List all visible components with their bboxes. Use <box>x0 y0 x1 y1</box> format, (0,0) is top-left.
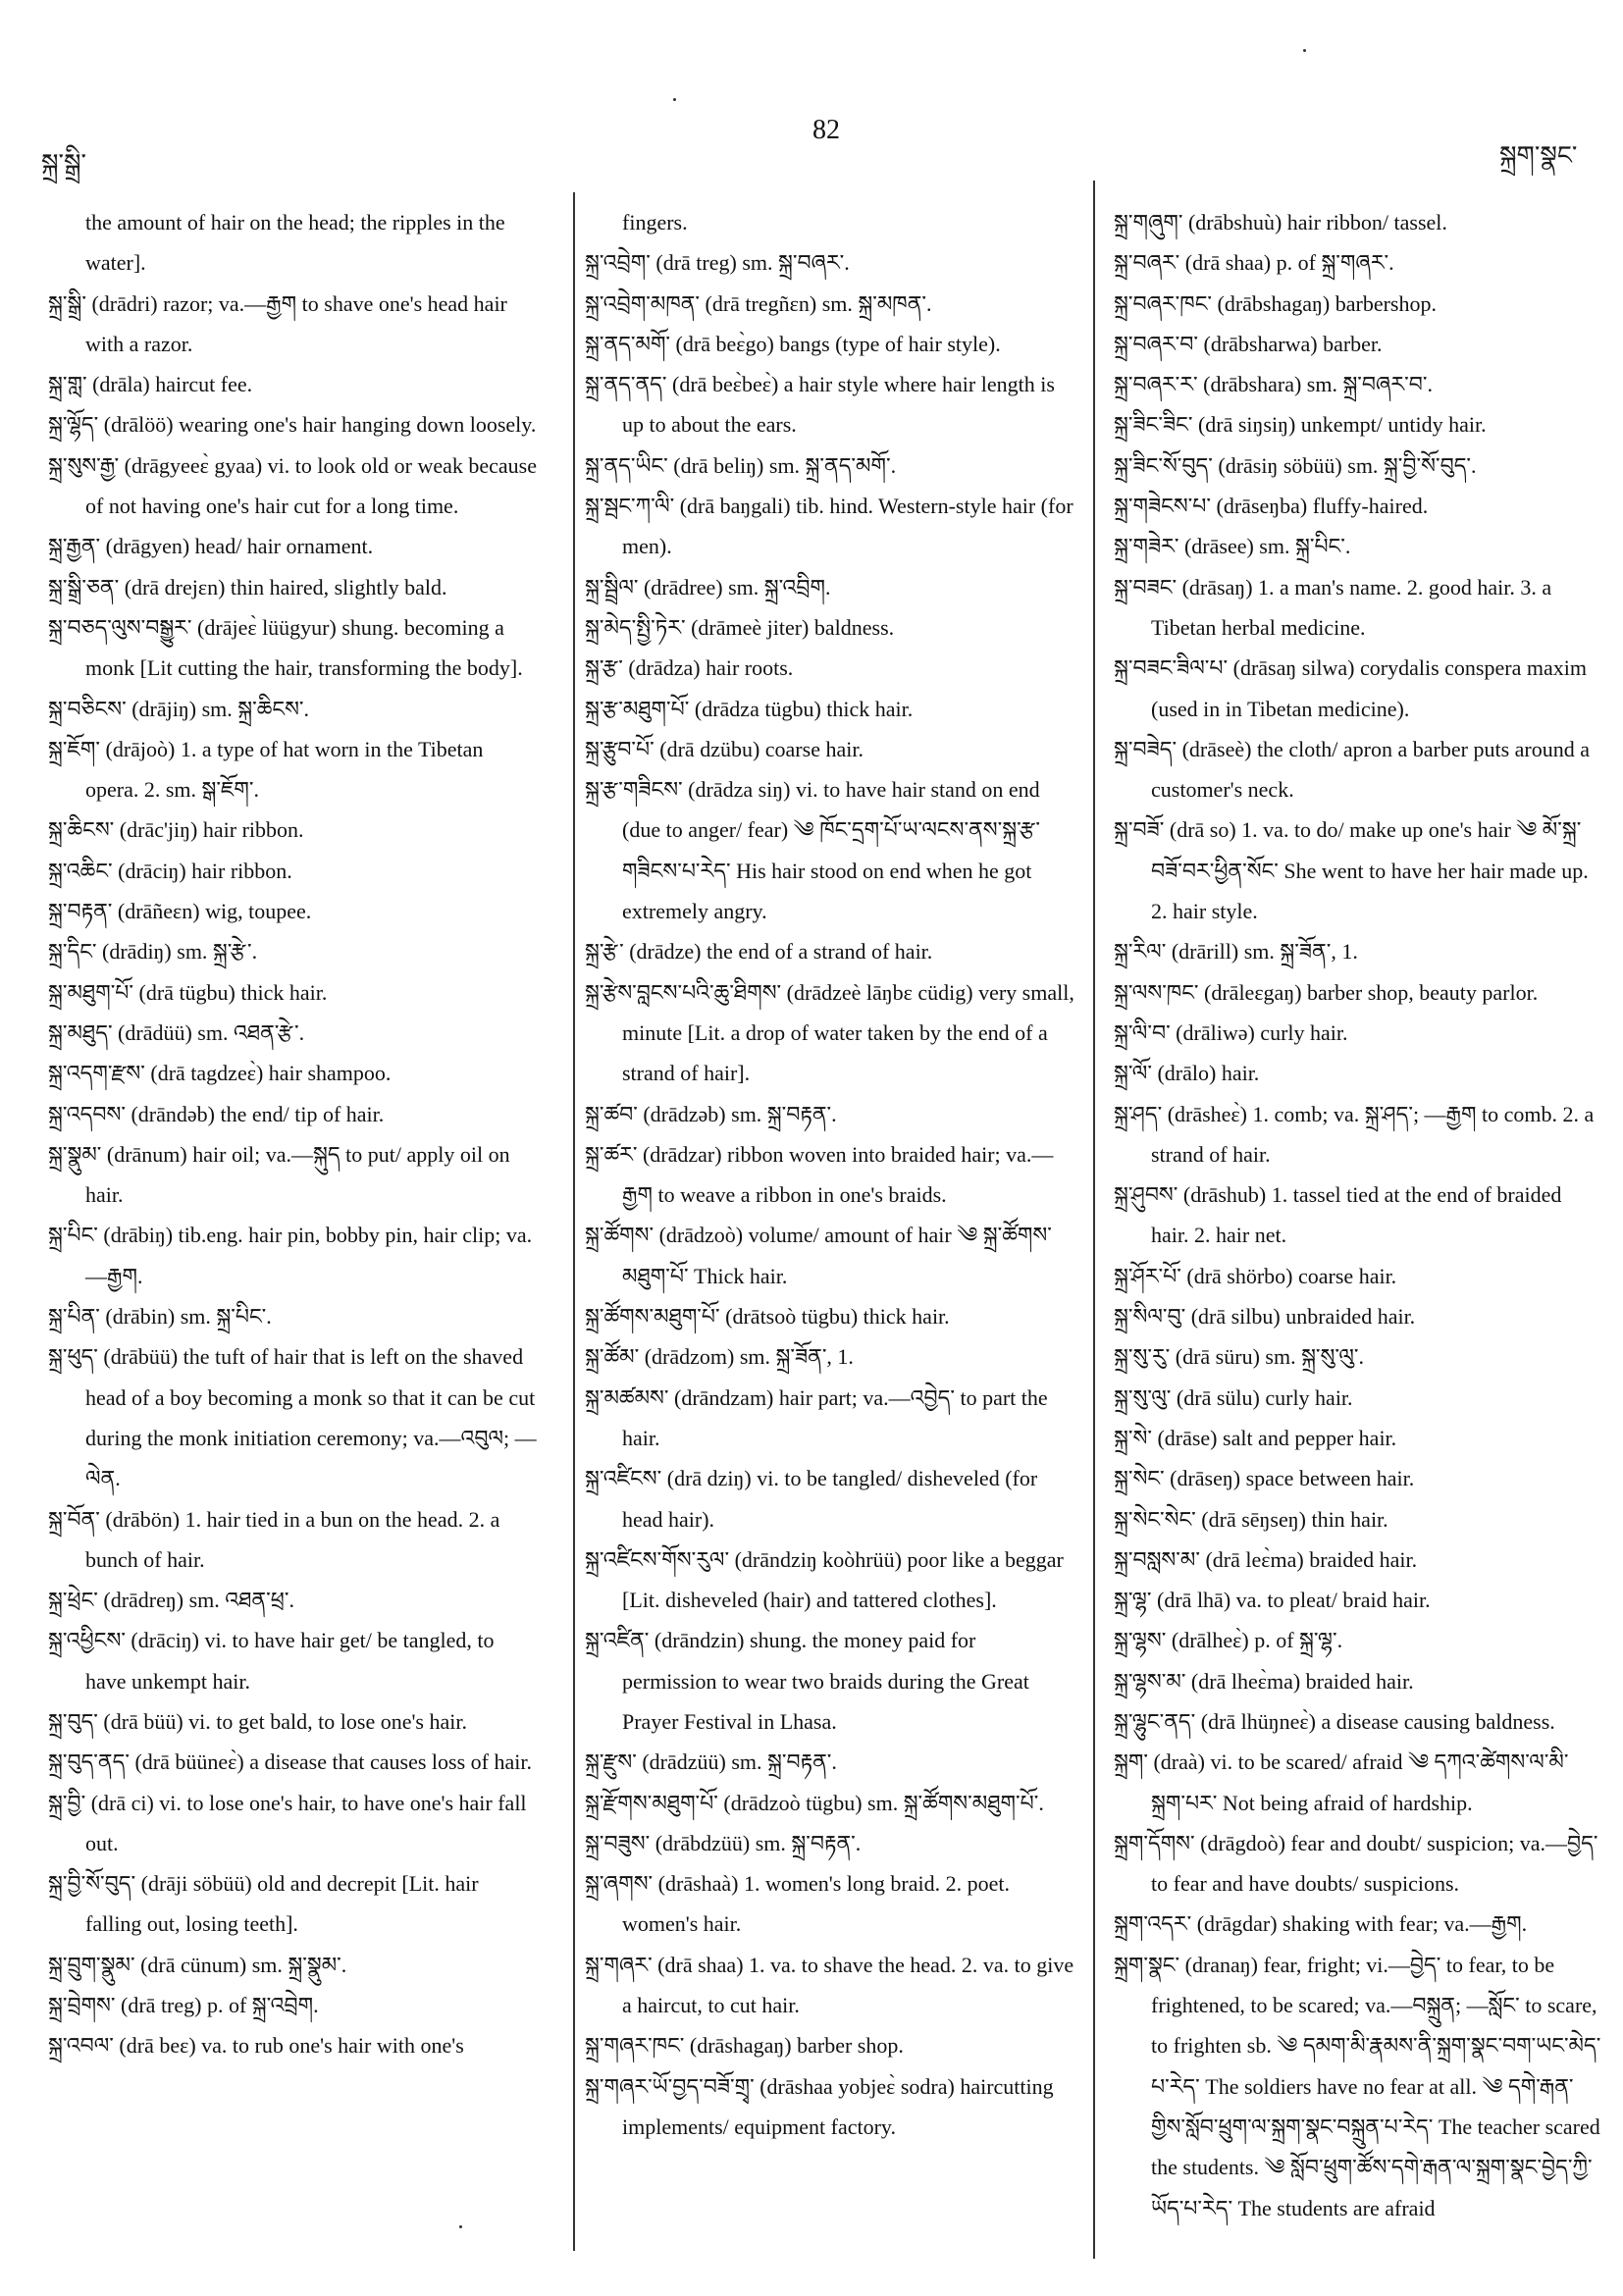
dictionary-entry: སྐྲ་ཇོག་ (drājoò) 1. a type of hat worn in the Tibetan opera. 2. sm. སྒ་ཇོག་. <box>48 736 484 803</box>
dictionary-entry: སྐྲ་འབལ་ (drā beɛ) va. to rub one's hair with one's <box>48 2033 464 2059</box>
scan-speck <box>1303 49 1306 52</box>
dictionary-entry: སྐྲ་འཛིངས་ (drā dziŋ) vi. to be tangled/ disheveled (for head hair). <box>585 1466 1038 1532</box>
dictionary-entry: སྐྲ་འཕྱིངས་ (drāciŋ) vi. to have hair get/ be tangled, to have unkempt hair. <box>48 1628 495 1694</box>
dictionary-entry: སྐྲ་བཅིངས་ (drājiŋ) sm. སྐྲ་ཆིངས་. <box>48 696 310 721</box>
dictionary-entry: སྐྲ་གླ་ (drāla) haircut fee. <box>48 372 253 397</box>
dictionary-entry: སྐྲ་གཞར་ཁང་ (drāshagaŋ) barber shop. <box>585 2033 904 2059</box>
dictionary-entry: སྐྲ་ནད་མགོ་ (drā beɛ̀go) bangs (type of hair style). <box>585 331 1001 356</box>
dictionary-entry: སྐྲ་ཤད་ (drāsheɛ̀) 1. comb; va. སྐྲ་ཤད་; —རྒྱག to comb. 2. a strand of hair. <box>1114 1101 1595 1167</box>
dictionary-entry: སྐྲ་སུ་ལུ་ (drā sülu) curly hair. <box>1114 1384 1353 1410</box>
dictionary-entry: སྐྲ་འབྲེག་མཁན་ (drā tregñɛn) sm. སྐྲ་མཁན་. <box>585 290 932 316</box>
dictionary-entry: སྐྲ་བྱི་སོ་བུད་ (drāji söbüü) old and decrepit [Lit. hair falling out, losing teeth]. <box>48 1871 479 1937</box>
dictionary-entry: སྐྲ་ཆིངས་ (drāc'jiŋ) hair ribbon. <box>48 817 304 843</box>
dictionary-entry: སྐྲ་སྒྲི་ (drādri) razor; va.—རྒྱག to shave one's head hair with a razor. <box>48 290 507 356</box>
dictionary-entry: སྐྲ་ལས་ཁང་ (drāleɛgaŋ) barber shop, beauty parlor. <box>1114 979 1539 1005</box>
dictionary-entry: སྐྲ་བཟུས་ (drābdzüü) sm. སྐྲ་བརྟན་. <box>585 1830 862 1855</box>
dictionary-entry: སྐྲ་མཚམས་ (drāndzam) hair part; va.—འབྱེད་ to part the hair. <box>585 1384 1048 1450</box>
running-head-left: སྐྲ་སྒྲི་ <box>41 149 87 178</box>
dictionary-entry: སྐྲ་བཞར་བ་ (drābsharwa) barber. <box>1114 331 1383 356</box>
dictionary-entry: སྐྲ་བྱི་ (drā ci) vi. to lose one's hair, to have one's hair fall out. <box>48 1790 527 1855</box>
dictionary-entry: སྐྲ་ཟིང་ཟིང་ (drā siŋsiŋ) unkempt/ untidy hair. <box>1114 412 1487 438</box>
dictionary-entry: སྐྲ་གཞར་ཡོ་བྱད་བཟོ་གྲྭ་ (drāshaa yobjeɛ̀ sodra) haircutting implements/ equipment factory. <box>585 2073 1054 2139</box>
dictionary-entry: སྐྲ་གཟེངས་པ་ (drāseŋba) fluffy-haired. <box>1114 494 1429 519</box>
dictionary-entry: སྐྲ་འདབས་ (drāndəb) the end/ tip of hair. <box>48 1101 385 1126</box>
dictionary-entry: སྐྲ་བྲུག་སྣུམ་ (drā cünum) sm. སྐྲ་སྣུམ་. <box>48 1952 347 1977</box>
dictionary-entry: སྐྲ་གཞུག་ (drābshuù) hair ribbon/ tassel. <box>1114 210 1447 235</box>
dictionary-column-3 <box>1114 202 1602 2228</box>
dictionary-entry: སྐྲ་བཞར་ (drā shaa) p. of སྐྲ་གཞར་. <box>1114 250 1394 276</box>
dictionary-entry: སྐྲ་བཟང་ (drāsaŋ) 1. a man's name. 2. good hair. 3. a Tibetan herbal medicine. <box>1114 574 1552 640</box>
dictionary-entry: སྐྲ་རྫོགས་མཐུག་པོ་ (drādzoò tügbu) sm. སྐྲ་ཚོགས་མཐུག་པོ་. <box>585 1790 1044 1815</box>
dictionary-entry: སྐྲ་ནད་ཡིང་ (drā beliŋ) sm. སྐྲ་ནད་མགོ་. <box>585 452 897 478</box>
dictionary-entry: སྐྲ་རྫུས་ (drādzüü) sm. སྐྲ་བརྟན་. <box>585 1749 837 1775</box>
dictionary-entry: སྐྲ་ཕྲེང་ (drādreŋ) sm. འཐན་ཕྲ་. <box>48 1588 294 1613</box>
dictionary-entry: སྐྲ་ཤོར་པོ་ (drā shörbo) coarse hair. <box>1114 1263 1397 1288</box>
dictionary-entry: སྐྲ་ལྷ་ (drā lhā) va. to pleat/ braid hair. <box>1114 1588 1431 1613</box>
dictionary-entry: སྐྲ་སེ་ (drāse) salt and pepper hair. <box>1114 1425 1397 1450</box>
dictionary-column-2 <box>585 202 1075 2147</box>
dictionary-entry: སྐྲ་བཞར་ཁང་ (drābshagaŋ) barbershop. <box>1114 290 1437 316</box>
dictionary-entry: སྐྲ་རྩུབ་པོ་ (drā dzübu) coarse hair. <box>585 736 864 761</box>
scan-speck <box>459 2225 462 2228</box>
page-number: 82 <box>812 115 840 145</box>
dictionary-entry: སྐྲ་ཞགས་ (drāshaà) 1. women's long braid. 2. poet. women's hair. <box>585 1871 1010 1937</box>
dictionary-entry: སྐྲ་རྩ་གཟིངས་ (drādza siŋ) vi. to have hair stand on end (due to anger/ fear) ༄ ཁོང་དྲག་པོ་ཡ་ལངས་ནས་སྐྲ་རྩ་གཟིངས་པ་རེད་ His hair stood on end when he got extremely angry. <box>585 777 1041 924</box>
dictionary-entry: སྐྲ་བརྟན་ (drāñeɛn) wig, toupee. <box>48 899 312 924</box>
dictionary-entry: སྐྲ་ཕུད་ (drābüü) the tuft of hair that is left on the shaved head of a boy becoming a monk so that it can be cut during the monk initiation ceremony; va.—འབུལ; —ལེན. <box>48 1344 537 1491</box>
dictionary-entry: སྐྲ་རྩེས་བླངས་པའི་ཆུ་ཐིགས་ (drādzeè lāŋbɛ cüdig) very small, minute [Lit. a drop of water taken by the end of a strand of hair]. <box>585 979 1074 1086</box>
dictionary-entry: སྐྲ་སྦང་ཀ་ལི་ (drā baŋgali) tib. hind. Western-style hair (for men). <box>585 494 1073 559</box>
dictionary-entry: སྐྲག་འདར་ (drāgdar) shaking with fear; va.—རྒྱག. <box>1114 1911 1528 1937</box>
dictionary-entry: སྐྲ་སྣུམ་ (drānum) hair oil; va.—སྐུད to put/ apply oil on hair. <box>48 1141 510 1208</box>
dictionary-entry: སྐྲ་བྲེགས་ (drā treg) p. of སྐྲ་འབྲེག. <box>48 1993 319 2018</box>
dictionary-entry: སྐྲ་ཚོགས་ (drādzoò) volume/ amount of hair ༄ སྐྲ་ཚོགས་མཐུག་པོ་ Thick hair. <box>585 1223 1052 1288</box>
dictionary-entry: སྐྲ་སྒྲི་ཅན་ (drā drejɛn) thin haired, slightly bald. <box>48 574 447 600</box>
dictionary-entry: སྐྲ་རྩ་ (drādza) hair roots. <box>585 655 794 681</box>
dictionary-entry: སྐྲ་ནད་ནད་ (drā beɛ̀beɛ̀) a hair style where hair length is up to about the ears. <box>585 372 1055 438</box>
entry-continuation: fingers. <box>622 210 688 235</box>
dictionary-entry: སྐྲ་གཟེར་ (drāsee) sm. སྐྲ་པིང་. <box>1114 534 1351 559</box>
column-divider-right <box>1093 181 1095 2259</box>
dictionary-entry: སྐྲ་འཆིང་ (drāciŋ) hair ribbon. <box>48 858 292 883</box>
dictionary-entry: སྐྲ་རིལ་ (drārill) sm. སྐྲ་ཟོན་, 1. <box>1114 939 1358 965</box>
dictionary-entry: སྐྲ་རྒྱན་ (drāgyen) head/ hair ornament. <box>48 534 374 559</box>
dictionary-entry: སྐྲ་མཐུག་པོ་ (drā tügbu) thick hair. <box>48 979 328 1005</box>
dictionary-entry: སྐྲ་འདག་རྫས་ (drā tagdzeɛ̀) hair shampoo. <box>48 1061 392 1086</box>
dictionary-entry: སྐྲག་སྣང་ (dranaŋ) fear, fright; vi.—བྱེད་ to fear, to be frightened, to be scared; va.—བསྐྲུན; —སློང་ to scare, to frighten sb. ༄ དམག་མི་རྣམས་ནི་སྐྲག་སྣང་བག་ཡང་མེད་པ་རེད་ The soldiers have no fear at all. ༄ དགེ་རྒན་གྱིས་སློབ་ཕྲུག་ལ་སྐྲག་སྣང་བསྐྲུན་པ་རེད་ The teacher scared the students. ༄ སློབ་ཕྲུག་ཚོས་དགེ་རྒན་ལ་སྐྲག་སྣང་བྱེད་ཀྱི་ཡོད་པ་རེད་ The students are afraid <box>1114 1952 1601 2220</box>
dictionary-entry: སྐྲ་བསླས་མ་ (drā leɛ̀ma) braided hair. <box>1114 1546 1418 1572</box>
dictionary-entry: སྐྲ་ལྷས་ (drālheɛ̀) p. of སྐྲ་ལྷ་. <box>1114 1628 1343 1653</box>
dictionary-entry: སྐྲ་སིལ་བུ་ (drā silbu) unbraided hair. <box>1114 1304 1416 1330</box>
dictionary-entry: སྐྲ་སུ་རུ་ (drā süru) sm. སྐྲ་སུ་ལུ་. <box>1114 1344 1365 1370</box>
dictionary-entry: སྐྲ་འཛིངས་གོས་རུལ་ (drāndziŋ koòhrüü) poor like a beggar [Lit. disheveled (hair) and tattered clothes]. <box>585 1546 1064 1613</box>
dictionary-entry: སྐྲ་བུད་ (drā büü) vi. to get bald, to lose one's hair. <box>48 1708 467 1734</box>
dictionary-entry: སྐྲ་བཟང་ཟིལ་པ་ (drāsaŋ silwa) corydalis conspera maxim (used in in Tibetan medicine). <box>1114 655 1587 721</box>
dictionary-entry: སྐྲ་མེད་སྤྱི་ཏེར་ (drāmeè jiter) baldness. <box>585 614 895 640</box>
dictionary-entry: སྐྲ་ལྷས་མ་ (drā lheɛ̀ma) braided hair. <box>1114 1668 1414 1694</box>
dictionary-entry: སྐྲ་སེང་ (drāseŋ) space between hair. <box>1114 1466 1415 1491</box>
entry-continuation: the amount of hair on the head; the ripples in the water]. <box>85 210 505 276</box>
scan-speck <box>673 98 676 101</box>
dictionary-entry: སྐྲ་འབྲེག་ (drā treg) sm. སྐྲ་བཞར་. <box>585 250 850 276</box>
dictionary-entry: སྐྲ་བཅད་ལུས་བསྒྱུར་ (drājeɛ̀ lüügyur) shung. becoming a monk [Lit cutting the hair, transforming the body]. <box>48 614 523 681</box>
dictionary-entry: སྐྲ་པིན་ (drābin) sm. སྐྲ་པིང་. <box>48 1304 272 1330</box>
dictionary-entry: སྐྲ་ལྷུང་ནད་ (drā lhüŋneɛ̀) a disease causing baldness. <box>1114 1708 1555 1734</box>
dictionary-entry: སྐྲ་སེང་སེང་ (drā sēŋseŋ) thin hair. <box>1114 1506 1388 1532</box>
running-head-right: སྐྲག་སྣང་ <box>1499 141 1578 170</box>
dictionary-entry: སྐྲ་སུས་རྒྱ་ (drāgyeeɛ̀ gyaa) vi. to look old or weak because of not having one's hair cut for a long time. <box>48 452 537 519</box>
dictionary-entry: སྐྲ་རྩེ་ (drādze) the end of a strand of hair. <box>585 939 933 965</box>
dictionary-entry: སྐྲ་བཟོ་ (drā so) 1. va. to do/ make up one's hair ༄ མོ་སྐྲ་བཟོ་བར་ཕྱིན་སོང་ She went to have her hair made up. 2. hair style. <box>1114 817 1589 924</box>
dictionary-entry: སྐྲ་ཤུབས་ (drāshub) 1. tassel tied at the end of braided hair. 2. hair net. <box>1114 1182 1562 1248</box>
dictionary-entry: སྐྲ་བོན་ (drābön) 1. hair tied in a bun on the head. 2. a bunch of hair. <box>48 1506 500 1572</box>
dictionary-entry: སྐྲ་ལོ་ (drālo) hair. <box>1114 1061 1260 1086</box>
dictionary-entry: སྐྲ་འཛིན་ (drāndzin) shung. the money paid for permission to wear two braids during the Great Prayer Festival in Lhasa. <box>585 1628 1029 1734</box>
dictionary-entry: སྐྲ་ལི་བ་ (drāliwə) curly hair. <box>1114 1019 1348 1045</box>
dictionary-entry: སྐྲ་རྩ་མཐུག་པོ་ (drādza tügbu) thick hair. <box>585 696 914 721</box>
dictionary-entry: སྐྲ་ཚར་ (drādzar) ribbon woven into braided hair; va.—རྒྱག to weave a ribbon in one's braids. <box>585 1141 1054 1208</box>
dictionary-entry: སྐྲ་ཚབ་ (drādzəb) sm. སྐྲ་བརྟན་. <box>585 1101 837 1126</box>
dictionary-entry: སྐྲ་ཚོམ་ (drādzom) sm. སྐྲ་ཟོན་, 1. <box>585 1344 854 1370</box>
dictionary-entry: སྐྲག་ (draà) vi. to be scared/ afraid ༄ དཀའ་ཚེགས་ལ་མི་སྐྲག་པར་ Not being afraid of hardship. <box>1114 1749 1569 1815</box>
column-divider-left <box>573 192 575 2251</box>
dictionary-entry: སྐྲ་བུད་ནད་ (drā büüneɛ̀) a disease that causes loss of hair. <box>48 1749 532 1775</box>
dictionary-entry: སྐྲ་བཟེད་ (drāseè) the cloth/ apron a barber puts around a customer's neck. <box>1114 736 1590 803</box>
dictionary-entry: སྐྲག་དོགས་ (drāgdoò) fear and doubt/ suspicion; va.—བྱེད་ to fear and have doubts/ suspicions. <box>1114 1830 1598 1897</box>
dictionary-entry: སྐྲ་ཟིང་སོ་བུད་ (drāsiŋ söbüü) sm. སྐྲ་བྱི་སོ་བུད་. <box>1114 452 1477 478</box>
dictionary-entry: སྐྲ་བཞར་ར་ (drābshara) sm. སྐྲ་བཞར་བ་. <box>1114 372 1433 397</box>
dictionary-entry: སྐྲ་པིང་ (drābiŋ) tib.eng. hair pin, bobby pin, hair clip; va.—རྒྱག. <box>48 1223 533 1288</box>
dictionary-entry: སྐྲ་སྦྲིལ་ (drādree) sm. སྐྲ་འབྲིག. <box>585 574 831 600</box>
dictionary-entry: སྐྲ་གཞར་ (drā shaa) 1. va. to shave the head. 2. va. to give a haircut, to cut hair. <box>585 1952 1074 2018</box>
dictionary-entry: སྐྲ་ཚོགས་མཐུག་པོ་ (drātsoò tügbu) thick hair. <box>585 1304 950 1330</box>
dictionary-entry: སྐྲ་དིང་ (drādiŋ) sm. སྐྲ་རྩེ་. <box>48 939 258 965</box>
dictionary-entry: སྐྲ་ལྷོད་ (drālöö) wearing one's hair hanging down loosely. <box>48 412 537 438</box>
dictionary-column-1 <box>48 202 539 2066</box>
dictionary-entry: སྐྲ་མཐུད་ (drādüü) sm. འཐན་རྩེ་. <box>48 1019 305 1045</box>
